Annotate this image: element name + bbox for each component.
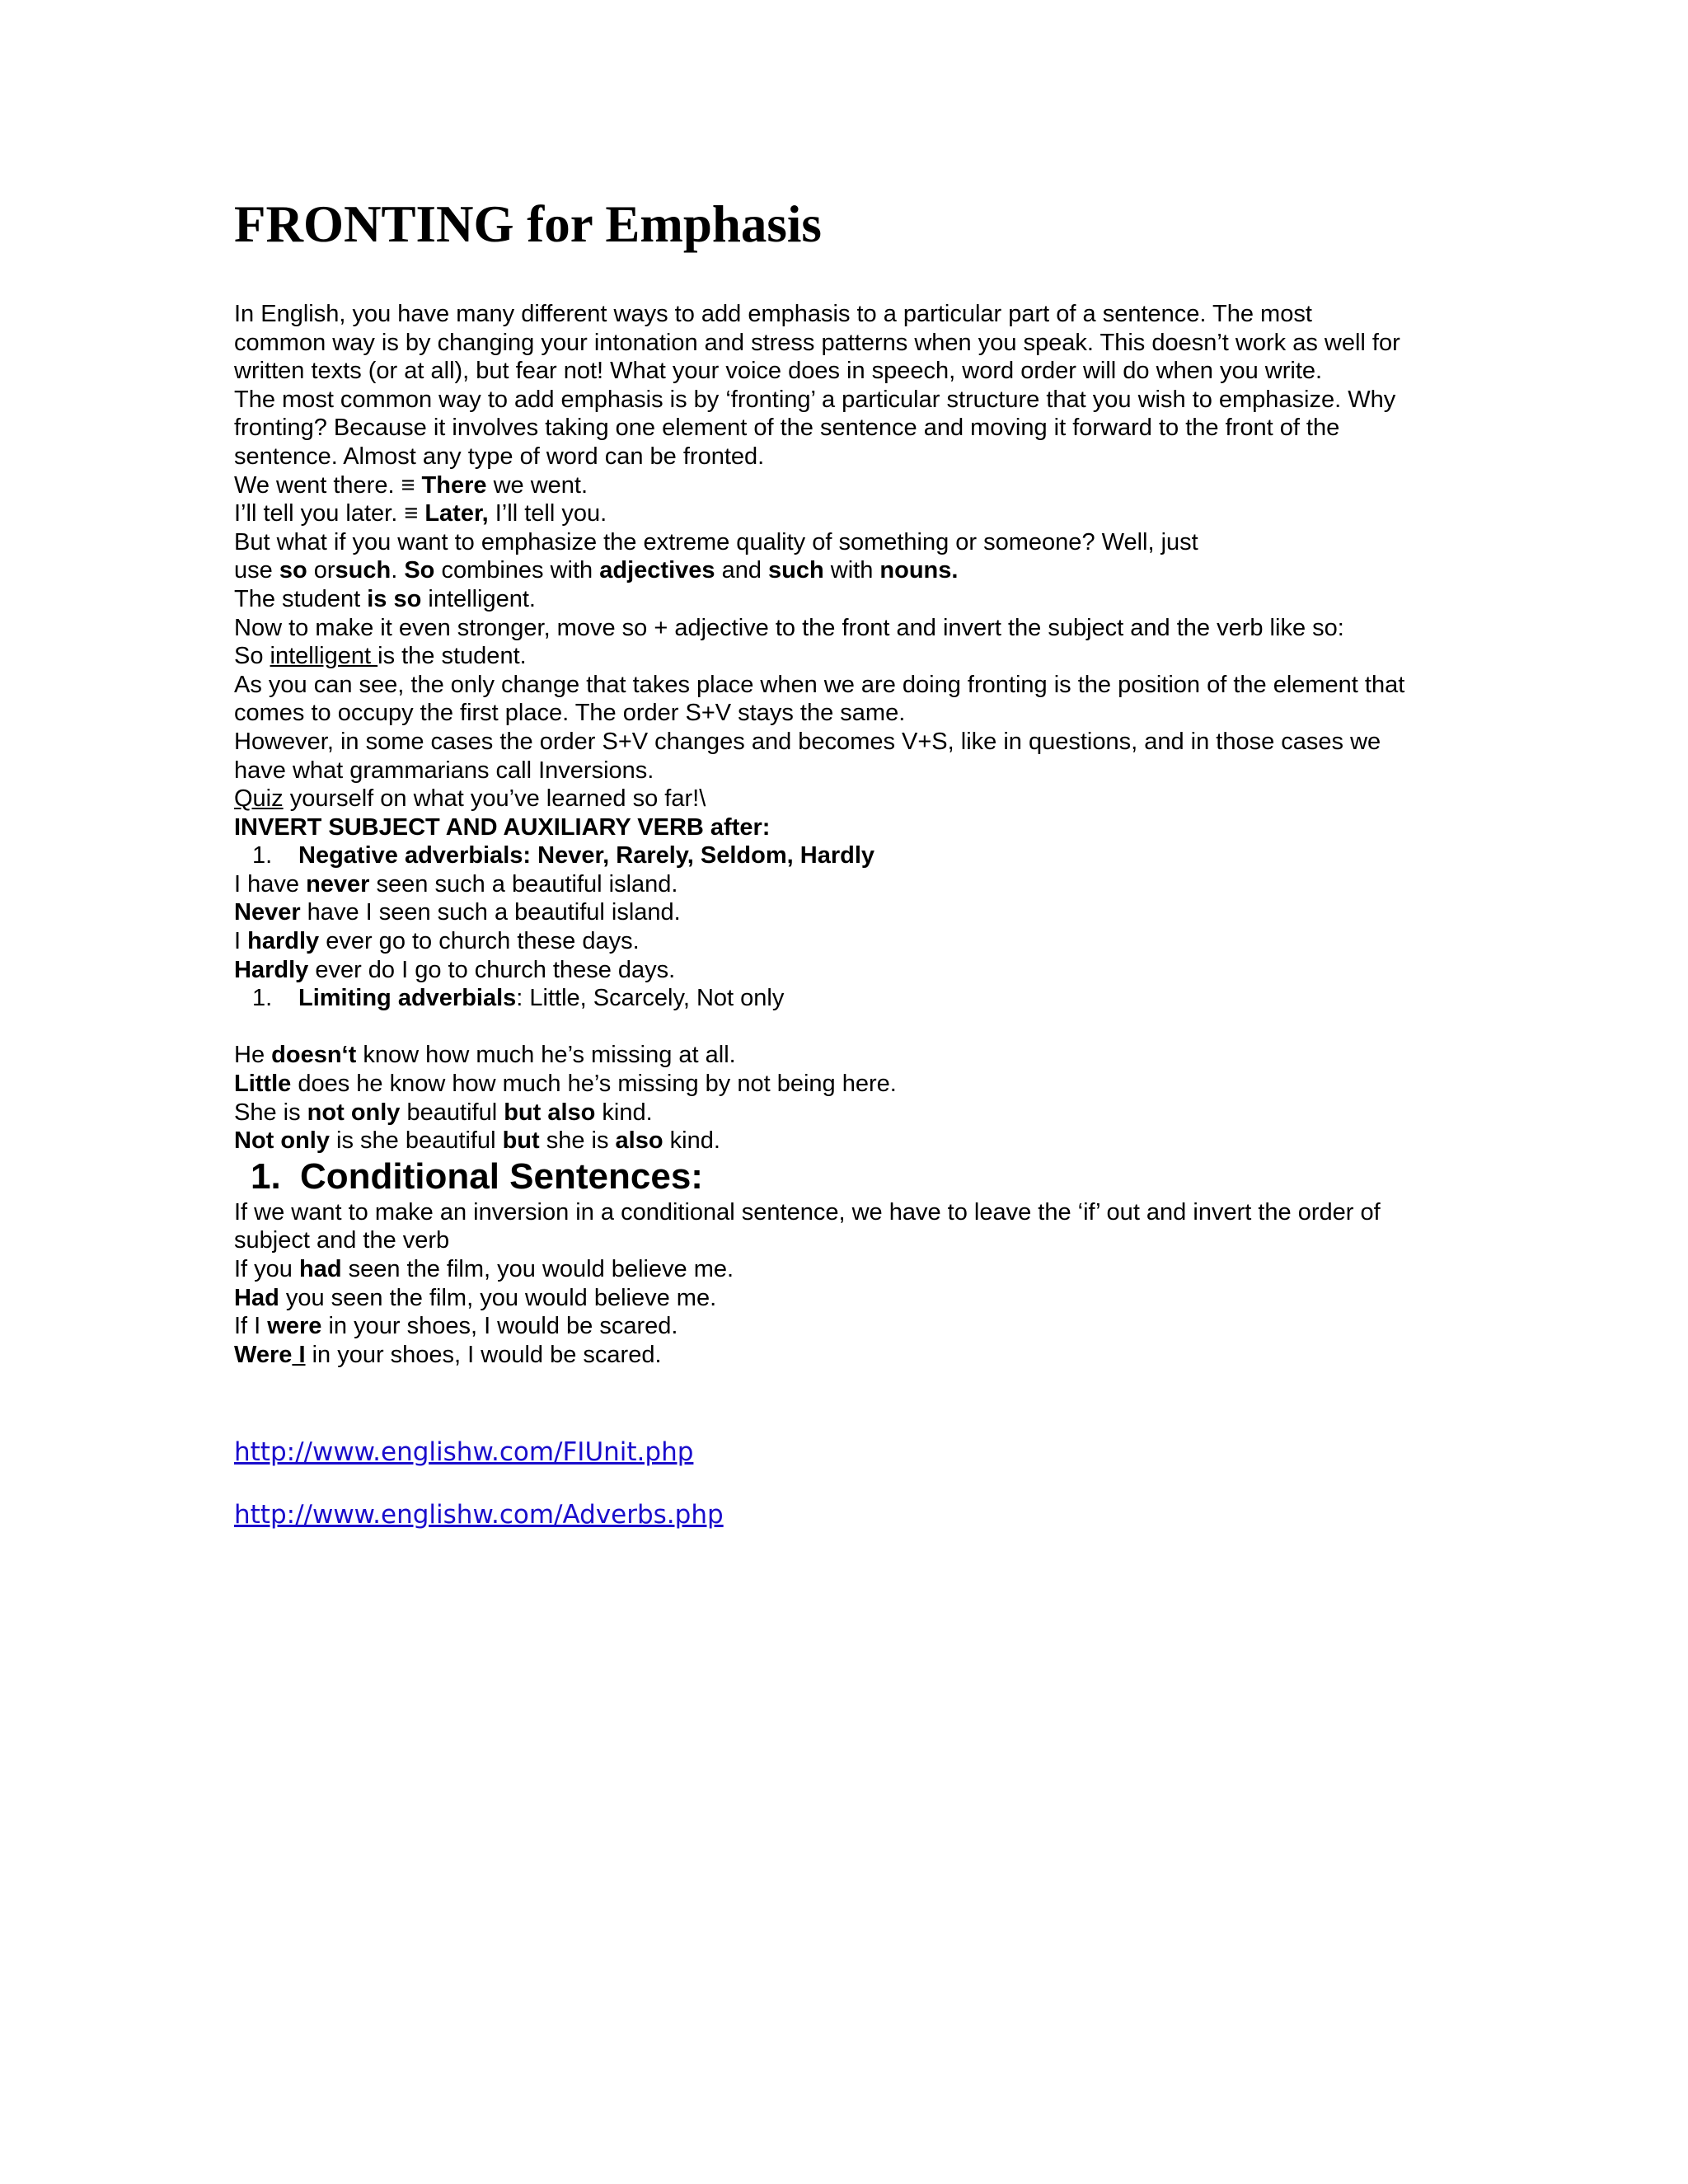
example-student: The student is so intelligent. [234,585,536,612]
explain-line: As you can see, the only change that takes place when we are doing fronting is the position of the element that [234,671,1405,698]
so-such-rule: use so orsuch. So combines with adjectives and such with nouns. [234,557,959,584]
limiting-example: Little does he know how much he’s missing by not being here. [234,1071,897,1098]
quiz-line: Quiz yourself on what you’ve learned so far!\ [234,785,706,813]
example-later: I’ll tell you later. ≡ Later, I’ll tell you. [234,500,607,527]
explain-line: However, in some cases the order S+V changes and becomes V+S, like in questions, and in those cases we [234,728,1381,755]
negative-example: Hardly ever do I go to church these days. [234,956,676,983]
limiting-example: Not only is she beautiful but she is also kind. [234,1127,720,1155]
intro-line: sentence. Almost any type of word can be fronted. [234,443,765,470]
conditional-example: If I were in your shoes, I would be scared. [234,1313,678,1340]
conditional-example: Were I in your shoes, I would be scared. [234,1341,662,1368]
explain-line: have what grammarians call Inversions. [234,757,654,784]
negative-example: I have never seen such a beautiful island. [234,870,678,898]
page-title: FRONTING for Emphasis [234,195,822,253]
negative-example: Never have I seen such a beautiful island. [234,899,681,926]
so-such-intro: But what if you want to emphasize the extreme quality of something or someone? Well, just [234,528,1198,555]
equivalence-symbol: ≡ [401,471,422,499]
conditional-example: If you had seen the film, you would believe me. [234,1256,734,1282]
quiz-link[interactable]: Quiz [234,785,284,813]
now-line: Now to make it even stronger, move so + adjective to the front and invert the subject and the verb like so: [234,614,1344,641]
conditional-example: Had you seen the film, you would believe me. [234,1284,717,1311]
limiting-example: He doesn‘t know how much he’s missing at all. [234,1042,736,1069]
link-fiunit[interactable]: http://www.englishw.com/FIUnit.php [234,1437,694,1467]
intro-line: written texts (or at all), but fear not! What your voice does in speech, word order will do when you write. [234,358,1323,385]
intro-line: The most common way to add emphasis is by ‘fronting’ a particular structure that you wish to emphasize. Why [234,386,1396,413]
list-item-negative-adverbials: 1. Negative adverbials: Never, Rarely, Seldom, Hardly [252,842,875,869]
document-body [234,300,1470,1369]
limiting-example: She is not only beautiful but also kind. [234,1099,653,1126]
conditional-intro-line: subject and the verb [234,1227,450,1254]
equivalence-symbol: ≡ [404,500,425,527]
negative-example: I hardly ever go to church these days. [234,928,640,955]
intro-line: In English, you have many different ways to add emphasis to a particular part of a sentence. The most [234,301,1312,327]
link-adverbs[interactable]: http://www.englishw.com/Adverbs.php [234,1500,724,1530]
conditional-heading: 1. Conditional Sentences: [251,1155,703,1197]
intro-line: fronting? Because it involves taking one element of the sentence and moving it forward to the front of the [234,415,1340,442]
example-so-intelligent: So intelligent is the student. [234,643,527,670]
conditional-intro-line: If we want to make an inversion in a conditional sentence, we have to leave the ‘if’ out and invert the order of [234,1198,1381,1226]
spacer [234,1013,1470,1042]
invert-heading: INVERT SUBJECT AND AUXILIARY VERB after: [234,813,771,841]
explain-line: comes to occupy the first place. The order S+V stays the same. [234,700,906,727]
example-there: We went there. ≡ There we went. [234,471,588,499]
intro-line: common way is by changing your intonation and stress patterns when you speak. This doesn’t work as well for [234,329,1400,356]
list-item-limiting-adverbials: 1. Limiting adverbials: Little, Scarcely, Not only [252,985,785,1012]
